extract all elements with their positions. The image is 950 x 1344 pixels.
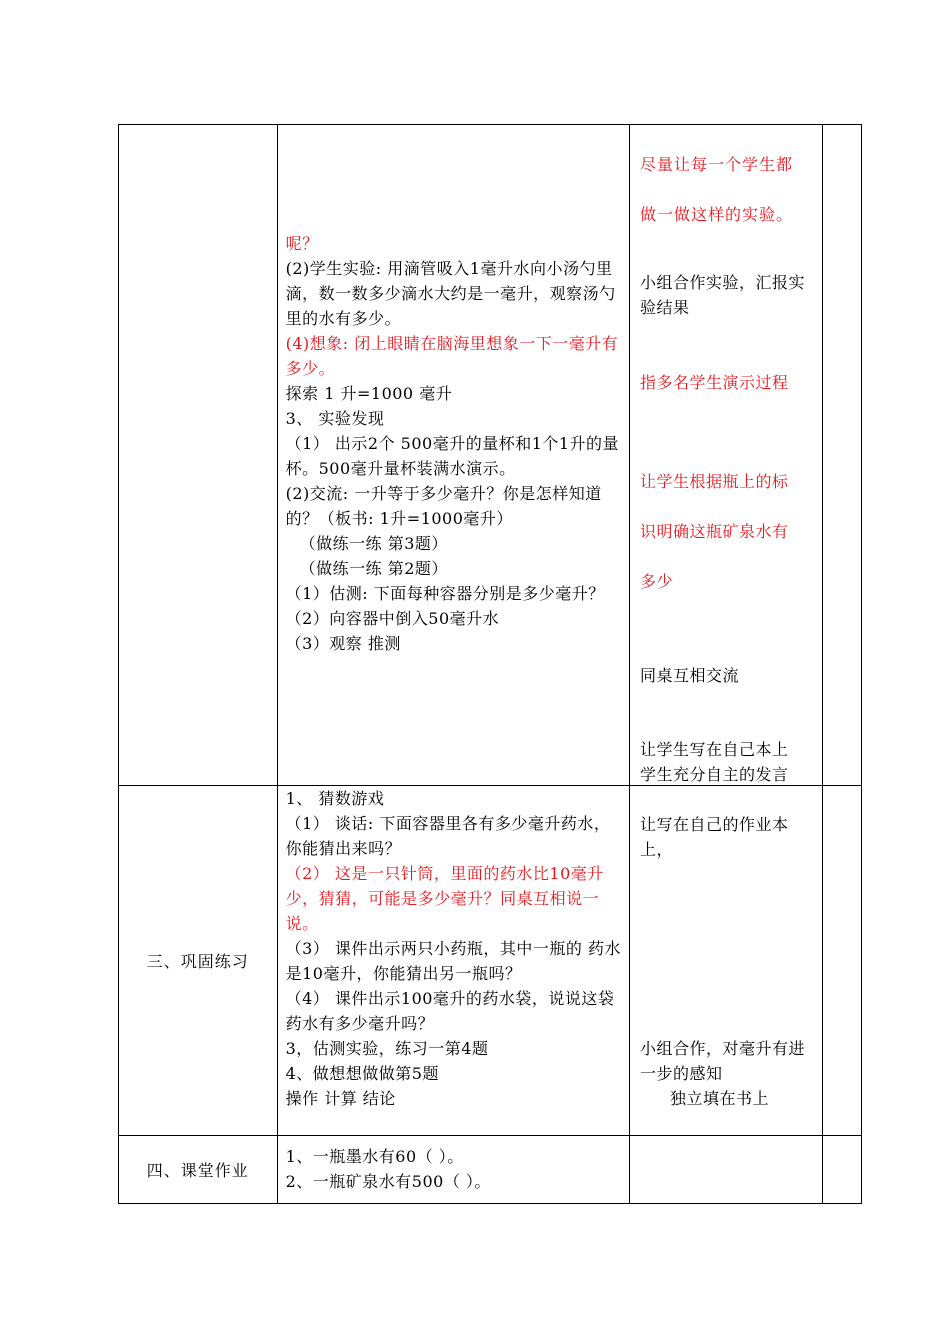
lesson-plan-table xyxy=(118,124,862,1204)
note-text: 识明确这瓶矿泉水有 xyxy=(640,522,789,541)
notes-cell xyxy=(630,1136,823,1204)
process-line: （4） 课件出示100毫升的药水袋，说说这袋药水有多少毫升吗？ xyxy=(285,989,615,1033)
process-line: （3） 课件出示两只小药瓶，其中一瓶的 药水是10毫升，你能猜出另一瓶吗？ xyxy=(285,939,621,983)
extra-cell xyxy=(822,1136,861,1204)
process-line: 呢？ xyxy=(285,234,319,253)
stage-cell xyxy=(119,786,278,1136)
process-line: 1、 猜数游戏 xyxy=(285,789,385,808)
process-line: 3、 实验发现 xyxy=(285,409,385,428)
process-line: (4)想象: 闭上眼睛在脑海里想象一下一毫升有多少。 xyxy=(285,334,619,378)
note-text: 尽量让每一个学生都 xyxy=(640,155,794,174)
extra-cell xyxy=(822,125,861,786)
process-line: （1） 出示2个 500毫升的量杯和1个1升的量杯。500毫升量杯装满水演示。 xyxy=(285,434,620,478)
note-text: 做一做这样的实验。 xyxy=(640,205,794,224)
process-line: 操作 计算 结论 xyxy=(285,1089,396,1108)
process-line: （2） 这是一只针筒，里面的药水比10毫升少，猜猜，可能是多少毫升？同桌互相说一说。 xyxy=(285,864,604,933)
table-row xyxy=(119,125,862,786)
process-line: (2)交流: 一升等于多少毫升？你是怎样知道的？（板书: 1升=1000毫升） xyxy=(285,484,602,528)
stage-cell xyxy=(119,125,278,786)
process-cell xyxy=(277,1136,629,1204)
note-text: 让学生写在自己本上 xyxy=(640,740,789,759)
note-text: 多少 xyxy=(640,572,674,591)
table-row xyxy=(119,1136,862,1204)
process-line: 2、一瓶矿泉水有500（ ）。 xyxy=(285,1172,491,1191)
table-row xyxy=(119,786,862,1136)
process-cell xyxy=(277,125,629,786)
stage-cell xyxy=(119,1136,278,1204)
process-line: (2)学生实验: 用滴管吸入1毫升水向小汤勺里滴，数一数多少滴水大约是一毫升，观察汤勺里的水有多少。 xyxy=(285,259,616,328)
process-line: 1、一瓶墨水有60（ ）。 xyxy=(285,1147,464,1166)
process-line: 3，估测实验，练习一第4题 xyxy=(285,1039,489,1058)
note-text: 独立填在书上 xyxy=(670,1089,770,1108)
note-text: 让写在自己的作业本上， xyxy=(640,815,789,859)
process-line: （3）观察 推测 xyxy=(285,634,401,653)
process-cell xyxy=(277,786,629,1136)
process-line: （1）估测: 下面每种容器分别是多少毫升？ xyxy=(285,584,605,603)
notes-cell xyxy=(630,786,823,1136)
note-text: 学生充分自主的发言 xyxy=(640,765,789,784)
process-line: 探索 1 升=1000 毫升 xyxy=(285,384,453,403)
note-text: 同桌互相交流 xyxy=(640,666,740,685)
process-line: （做练一练 第3题） xyxy=(299,534,448,553)
process-line: 4、做想想做做第5题 xyxy=(285,1064,439,1083)
process-line: （2）向容器中倒入50毫升水 xyxy=(285,609,500,628)
note-text: 让学生根据瓶上的标 xyxy=(640,472,789,491)
stage-title: 三、巩固练习 xyxy=(146,952,249,971)
stage-title: 四、课堂作业 xyxy=(146,1161,249,1180)
process-line: （1） 谈话: 下面容器里各有多少毫升药水，你能猜出来吗？ xyxy=(285,814,611,858)
note-text: 小组合作实验，汇报实验结果 xyxy=(640,273,806,317)
notes-cell xyxy=(630,125,823,786)
note-text: 小组合作，对毫升有进一步的感知 xyxy=(640,1039,806,1083)
extra-cell xyxy=(822,786,861,1136)
process-line: （做练一练 第2题） xyxy=(299,559,448,578)
note-text: 指多名学生演示过程 xyxy=(640,373,789,392)
